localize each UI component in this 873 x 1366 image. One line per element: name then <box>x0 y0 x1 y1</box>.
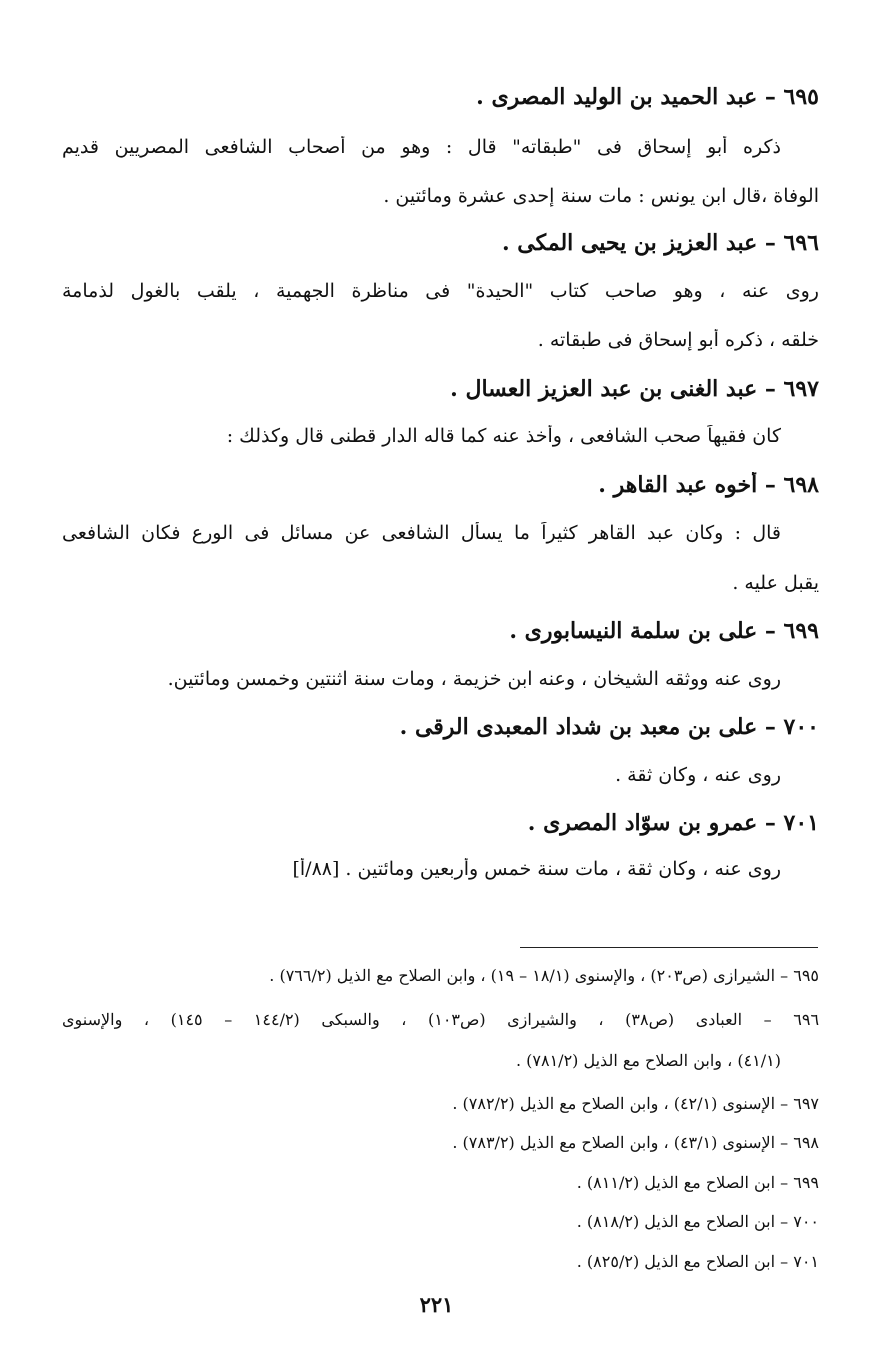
entry-heading-695: ٦٩٥ – عبد الحميد بن الوليد المصرى . <box>476 84 819 110</box>
entry-text-696-line-1: روى عنه ، وهو صاحب كتاب "الحيدة" فى مناظرة الجهمية ، يلقب بالغول لذمامة <box>62 280 819 302</box>
entry-text-698-line-2: يقبل عليه . <box>732 572 819 594</box>
footnote-699: ٦٩٩ – ابن الصلاح مع الذيل (٨١١/٢) . <box>576 1173 819 1192</box>
entry-heading-700: ٧٠٠ – على بن معبد بن شداد المعبدى الرقى . <box>399 714 819 740</box>
entry-heading-699: ٦٩٩ – على بن سلمة النيسابورى . <box>509 618 819 644</box>
entry-heading-701: ٧٠١ – عمرو بن سوّاد المصرى . <box>527 810 819 836</box>
entry-text-701-line-1: روى عنه ، وكان ثقة ، مات سنة خمس وأربعين ومائتين . [٨٨/أ] <box>292 858 781 880</box>
entry-text-695-line-2: الوفاة ،قال ابن يونس : مات سنة إحدى عشرة ومائتين . <box>383 185 819 207</box>
entry-text-699-line-1: روى عنه ووثقه الشيخان ، وعنه ابن خزيمة ، ومات سنة اثنتين وخمسن ومائتين. <box>167 668 781 690</box>
footnote-696-line-1: ٦٩٦ – العبادى (ص٣٨) ، والشيرازى (ص١٠٣) ، والسبكى (١٤٤/٢ – ١٤٥) ، والإسنوى <box>62 1010 819 1029</box>
footnote-696-line-2: (٤١/١) ، وابن الصلاح مع الذيل (٧٨١/٢) . <box>515 1051 781 1070</box>
entry-text-696-line-2: خلقه ، ذكره أبو إسحاق فى طبقاته . <box>537 329 819 351</box>
entry-text-700-line-1: روى عنه ، وكان ثقة . <box>615 764 781 786</box>
footnote-697: ٦٩٧ – الإسنوى (٤٢/١) ، وابن الصلاح مع الذيل (٧٨٢/٢) . <box>452 1094 819 1113</box>
entry-text-698-line-1: قال : وكان عبد القاهر كثيراً ما يسأل الشافعى عن مسائل فى الورع فكان الشافعى <box>62 522 781 544</box>
footnote-695: ٦٩٥ – الشيرازى (ص٢٠٣) ، والإسنوى (١٨/١ – ١٩) ، وابن الصلاح مع الذيل (٧٦٦/٢) . <box>269 966 819 985</box>
entry-text-697-line-1: كان فقيهاً صحب الشافعى ، وأخذ عنه كما قاله الدار قطنى قال وكذلك : <box>226 425 781 447</box>
footnote-700: ٧٠٠ – ابن الصلاح مع الذيل (٨١٨/٢) . <box>576 1212 819 1231</box>
footnote-701: ٧٠١ – ابن الصلاح مع الذيل (٨٢٥/٢) . <box>576 1252 819 1271</box>
footnote-698: ٦٩٨ – الإسنوى (٤٣/١) ، وابن الصلاح مع الذيل (٧٨٣/٢) . <box>452 1133 819 1152</box>
page-number: ٢٢١ <box>419 1292 454 1317</box>
entry-text-695-line-1: ذكره أبو إسحاق فى "طبقاته" قال : وهو من أصحاب الشافعى المصريين قديم <box>62 136 781 158</box>
entry-heading-696: ٦٩٦ – عبد العزيز بن يحيى المكى . <box>501 230 819 256</box>
footnote-separator <box>520 947 818 948</box>
entry-heading-697: ٦٩٧ – عبد الغنى بن عبد العزيز العسال . <box>450 376 819 402</box>
entry-heading-698: ٦٩٨ – أخوه عبد القاهر . <box>598 472 819 498</box>
